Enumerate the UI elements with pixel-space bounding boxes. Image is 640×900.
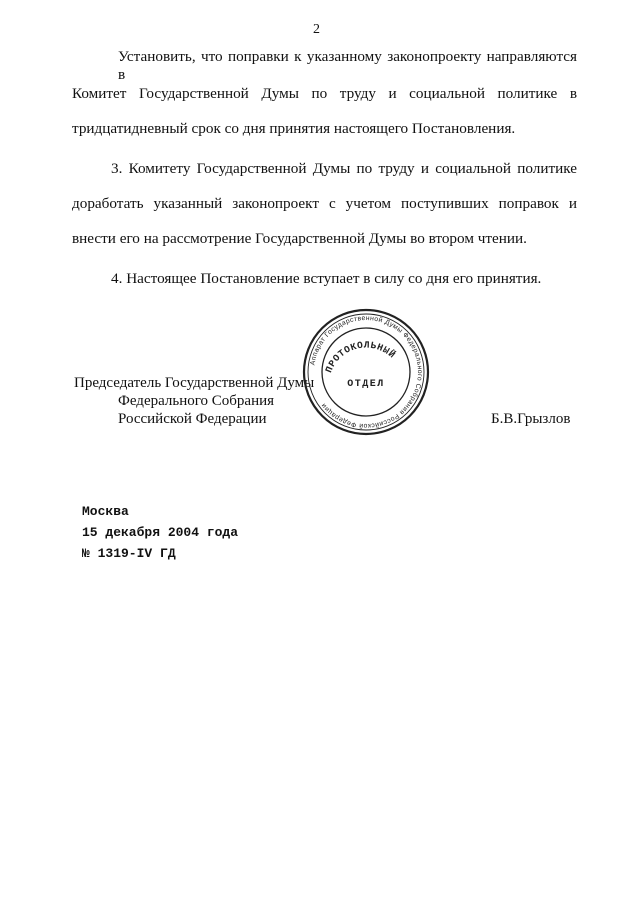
seal-inner-text: ПРОТОКОЛЬНЫЙ (323, 339, 398, 375)
paragraph-1-line-1: Установить, что поправки к указанному законопроекту направляются в (118, 48, 577, 83)
paragraph-2-line-3: внести его на рассмотрение Государственной Думы во втором чтении. (72, 230, 527, 247)
signature-title-line-3: Российской Федерации (118, 411, 267, 427)
paragraph-1-line-2: Комитет Государственной Думы по труду и социальной политике в (72, 85, 577, 102)
footer-document-number: № 1319-IV ГД (82, 546, 176, 561)
official-seal-stamp (300, 306, 432, 438)
paragraph-1-line-3: тридцатидневный срок со дня принятия настоящего Постановления. (72, 120, 516, 137)
page-number: 2 (313, 22, 320, 37)
footer-city: Москва (82, 504, 129, 519)
paragraph-2-line-1: 3. Комитету Государственной Думы по труду и социальной политике (111, 160, 577, 177)
signatory-name: Б.В.Грызлов (491, 411, 571, 427)
signature-title-line-2: Федерального Собрания (118, 393, 275, 409)
seal-center-text: ОТДЕЛ (347, 379, 385, 390)
paragraph-2-line-2: доработать указанный законопроект с учетом поступивших поправок и (72, 195, 577, 212)
footer-date: 15 декабря 2004 года (82, 525, 239, 540)
paragraph-3-line-1: 4. Настоящее Постановление вступает в силу со дня его принятия. (111, 270, 542, 287)
seal-outer-text: Аппарат Государственной Думы Федерального Собрания Российской Федерации (309, 314, 424, 430)
signature-title-line-1: Председатель Государственной Думы (74, 375, 315, 391)
